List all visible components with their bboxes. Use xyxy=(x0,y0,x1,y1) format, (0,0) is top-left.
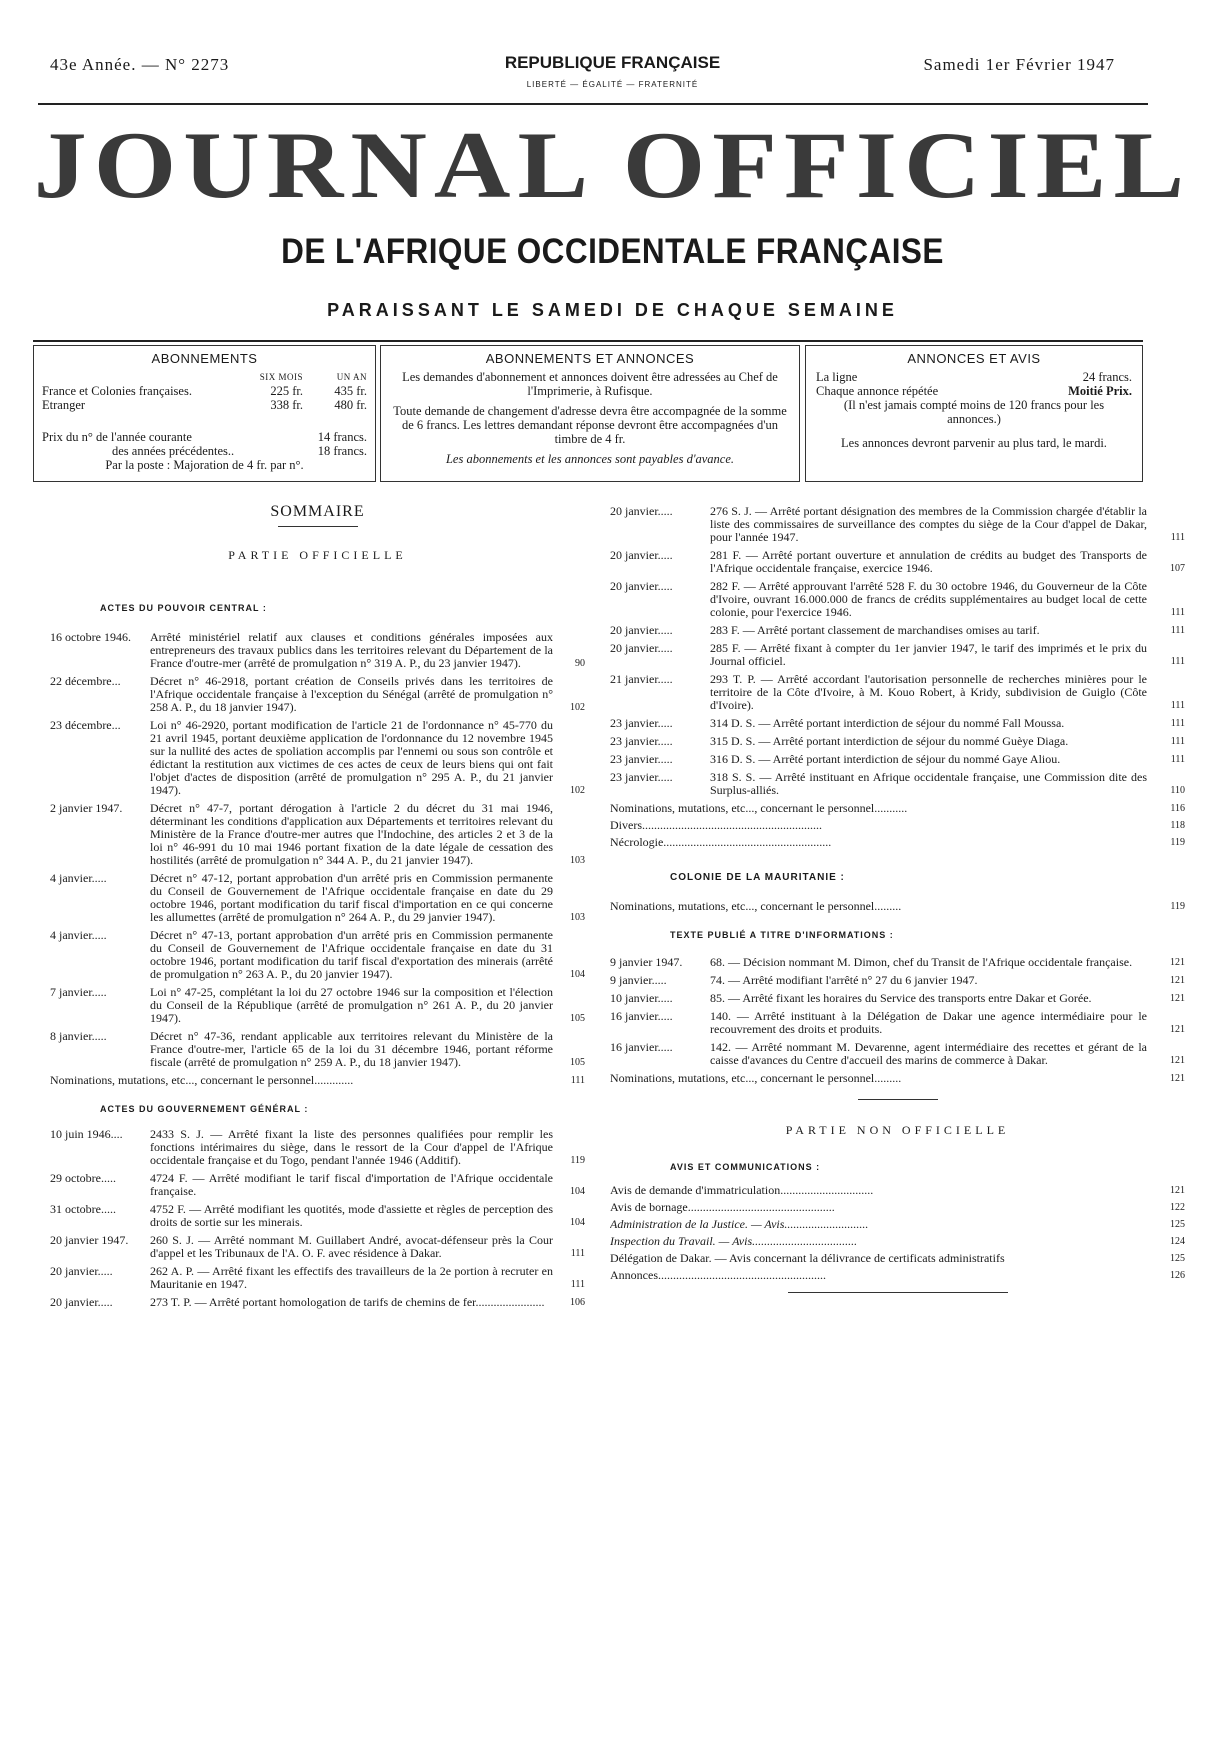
section-heading: AVIS ET COMMUNICATIONS : xyxy=(670,1162,821,1172)
entry-date: 23 janvier..... xyxy=(610,716,673,730)
tagline: PARAISSANT LE SAMEDI DE CHAQUE SEMAINE xyxy=(327,300,898,320)
entry-page: 119 xyxy=(1170,837,1185,848)
summary-entry xyxy=(50,1128,585,1167)
entry-page: 126 xyxy=(1170,1270,1185,1281)
summary-entry xyxy=(610,717,1185,730)
non-official-part-heading: PARTIE NON OFFICIELLE xyxy=(785,1123,1010,1137)
entry-page: 111 xyxy=(1170,736,1185,747)
entry-date: 20 janvier..... xyxy=(610,579,673,593)
entry-text: 283 F. — Arrêté portant classement de marchandises omises au tarif. xyxy=(710,623,1040,637)
subscriptions-column-headers xyxy=(34,370,375,384)
entry-page: 116 xyxy=(1170,803,1185,814)
entry-page: 122 xyxy=(1170,1202,1185,1213)
summary-entry xyxy=(610,819,1185,832)
entry-page: 102 xyxy=(570,702,585,713)
summary-entry xyxy=(50,802,585,867)
entry-page: 121 xyxy=(1170,957,1185,968)
entry-text: 293 T. P. — Arrêté accordant l'autorisation personnelle de recherches minières pour le territoire de la Côte d'Ivoire, à M. Kouo Robert, à Kridy, subdivision de Guiglo (Côte d'Ivoire). xyxy=(710,672,1147,712)
entry-page: 111 xyxy=(1170,656,1185,667)
entry-page: 111 xyxy=(1170,718,1185,729)
subscriptions-heading: ABONNEMENTS xyxy=(151,351,258,366)
summary-title: SOMMAIRE xyxy=(270,503,365,520)
summary-entry xyxy=(610,1201,1185,1214)
entry-date: 20 janvier..... xyxy=(610,548,673,562)
entry-page: 121 xyxy=(1170,993,1185,1004)
announcements-notices-box xyxy=(805,345,1143,482)
announcements-notices-heading: ANNONCES ET AVIS xyxy=(907,351,1041,366)
entry-text: Annonces........................................................ xyxy=(610,1269,826,1282)
issue-number: 43e Année. — N° 2273 xyxy=(50,55,230,74)
entry-page: 125 xyxy=(1170,1253,1185,1264)
summary-entry xyxy=(610,1269,1185,1282)
entry-page: 111 xyxy=(570,1279,585,1290)
entry-page: 110 xyxy=(1170,785,1185,796)
summary-entry xyxy=(610,549,1185,575)
entry-date: 2 janvier 1947. xyxy=(50,801,123,815)
entry-text: Loi n° 46-2920, portant modification de l'article 21 de l'ordonnance n° 45-770 du 21 avril 1945, portant deuxième application de l'ordonnance du 12 novembre 1945 sur la nullité des actes de spoliation accomplis par l'ennemi ou sous son contrôle et édictant la restitution aux victimes de ces actes de ceux de leurs biens qui ont fait l'objet d'actes de disposition (arrêté de promulgation n° 295 A. P., du 21 janvier 1947). xyxy=(150,718,553,797)
entry-page: 125 xyxy=(1170,1219,1185,1230)
entry-page: 102 xyxy=(570,785,585,796)
section-heading: ACTES DU GOUVERNEMENT GÉNÉRAL : xyxy=(100,1104,309,1114)
entry-page: 104 xyxy=(570,1217,585,1228)
summary-entry xyxy=(610,505,1185,544)
summary-entry xyxy=(610,836,1185,849)
entry-text: Décret n° 47-13, portant approbation d'un arrêté pris en Commission permanente du Conseil de Gouvernement de l'Afrique occidentale française en date du 31 octobre 1946, portant modification du tarif fiscal d'exportation des minerais (arrêté de promulgation n° 263 A. P., du 20 janvier 1947). xyxy=(150,928,553,981)
journal-subtitle: DE L'AFRIQUE OCCIDENTALE FRANÇAISE xyxy=(281,232,944,271)
entry-page: 90 xyxy=(575,658,585,669)
entry-text: Nominations, mutations, etc..., concernant le personnel........... xyxy=(610,802,908,815)
top-rule xyxy=(38,103,1148,105)
entry-text: 74. — Arrêté modifiant l'arrêté n° 27 du 6 janvier 1947. xyxy=(710,973,978,987)
summary-entry: Nominations, mutations, etc..., concernant le personnel......... 119 xyxy=(610,900,1185,913)
entry-page: 111 xyxy=(1170,625,1185,636)
entry-page: 111 xyxy=(1170,700,1185,711)
box-top-rule xyxy=(33,340,1143,342)
entry-date: 31 octobre..... xyxy=(50,1202,116,1216)
entry-date: 4 janvier..... xyxy=(50,928,107,942)
summary-entry xyxy=(610,1235,1185,1248)
summary-entry xyxy=(610,771,1185,797)
entry-text: 4724 F. — Arrêté modifiant le tarif fiscal d'importation de l'Afrique occidentale française. xyxy=(150,1171,553,1198)
box-paragraph: Les abonnements et les annonces sont payables d'avance. xyxy=(445,452,735,466)
entry-page: 119 xyxy=(570,1155,585,1166)
summary-entry xyxy=(610,673,1185,712)
summary-entry: Nominations, mutations, etc..., concernant le personnel......... 121 xyxy=(610,1072,1185,1085)
entry-text: Avis de demande d'immatriculation............................... xyxy=(610,1184,874,1197)
one-year-header: UN AN xyxy=(336,372,367,382)
entry-text: Décret n° 47-12, portant approbation d'un arrêté pris en Commission permanente du Conseil de Gouvernement de l'Afrique occidentale française en date du 29 octobre 1946, portant modification du tarif fiscal d'importation en ce qui concerne les allumettes (arrêté de promulgation n° 264 A. P., du 29 janvier 1947). xyxy=(150,871,553,924)
rate-row: La ligne 24 francs. xyxy=(816,370,1132,384)
entry-text: Inspection du Travail. — Avis................................... xyxy=(610,1235,858,1248)
summary-entry xyxy=(610,735,1185,748)
entry-date: 23 janvier..... xyxy=(610,752,673,766)
entry-text: 285 F. — Arrêté fixant à compter du 1er janvier 1947, le tarif des imprimés et le prix du Journal officiel. xyxy=(710,641,1147,668)
summary-entry xyxy=(610,753,1185,766)
summary-entry xyxy=(50,675,585,714)
entry-page: 121 xyxy=(1170,1024,1185,1035)
entry-text: 276 S. J. — Arrêté portant désignation des membres de la Commission chargée d'établir la liste des commissaires de surveillance des comptes du siège de la Cour d'appel de Dakar, pour l'année 1947. xyxy=(710,504,1147,544)
entry-text: Décret n° 47-36, rendant applicable aux territoires relevant du Ministère de la France d'outre-mer, l'article 65 de la loi du 31 décembre 1946, portant réforme fiscale (arrêté de promulgation n° 259 A. P., du 18 janvier 1947). xyxy=(150,1029,553,1069)
entry-date: 16 janvier..... xyxy=(610,1040,673,1054)
six-months-header: SIX MOIS xyxy=(259,372,303,382)
right-entries-list xyxy=(610,505,1185,797)
entry-page: 106 xyxy=(570,1297,585,1308)
summary-entry xyxy=(610,992,1185,1005)
central-power-list xyxy=(50,631,585,1069)
summary-entry xyxy=(50,929,585,981)
summary-entry xyxy=(50,1234,585,1260)
entry-date: 8 janvier..... xyxy=(50,1029,107,1043)
entry-page: 118 xyxy=(1170,820,1185,831)
entry-text: Délégation de Dakar. — Avis concernant la délivrance de certificats administratifs xyxy=(610,1252,1005,1265)
summary-entry xyxy=(610,1010,1185,1036)
section-heading: ACTES DU POUVOIR CENTRAL : xyxy=(100,603,267,613)
entry-date: 23 décembre... xyxy=(50,718,121,732)
subscriptions-announcements-box xyxy=(380,345,800,482)
entry-date: 10 janvier..... xyxy=(610,991,673,1005)
deadline-note: Les annonces devront parvenir au plus tard, le mardi. xyxy=(841,436,1107,450)
box-paragraph: Toute demande de changement d'adresse devra être accompagnée de la somme de 6 francs. Les lettres demandant réponse devront être accompagnées d'un timbre de 4 fr. xyxy=(393,404,787,446)
summary-entry xyxy=(50,1203,585,1229)
entry-date: 20 janvier..... xyxy=(50,1295,113,1309)
entry-text: 316 D. S. — Arrêté portant interdiction de séjour du nommé Gaye Aliou. xyxy=(710,752,1061,766)
entry-page: 111 xyxy=(1170,754,1185,765)
entry-date: 22 décembre... xyxy=(50,674,121,688)
entry-text: 314 D. S. — Arrêté portant interdiction de séjour du nommé Fall Moussa. xyxy=(710,716,1065,730)
summary-entry xyxy=(610,974,1185,987)
entry-page: 107 xyxy=(1170,563,1185,574)
section-heading: TEXTE PUBLIÉ A TITRE D'INFORMATIONS : xyxy=(670,930,894,940)
entry-date: 20 janvier..... xyxy=(610,641,673,655)
entry-date: 29 octobre..... xyxy=(50,1171,116,1185)
entry-page: 124 xyxy=(1170,1236,1185,1247)
entry-page: 111 xyxy=(570,1248,585,1259)
entry-date: 20 janvier..... xyxy=(50,1264,113,1278)
entry-text: 140. — Arrêté instituant à la Délégation de Dakar une agence intermédiaire pour le recouvrement des droits et produits. xyxy=(710,1009,1147,1036)
entry-text: Nécrologie........................................................ xyxy=(610,836,832,849)
summary-entry xyxy=(610,956,1185,969)
entry-text: Loi n° 47-25, complétant la loi du 27 octobre 1946 sur la composition et l'élection du Conseil de la République (arrêté de promulgation n° 261 A. P., du 20 janvier 1947). xyxy=(150,985,553,1025)
price-row: Prix du n° de l'année courante 14 francs. xyxy=(42,430,367,444)
subscription-row: France et Colonies françaises. 225 fr. 435 fr. xyxy=(42,384,367,398)
information-list xyxy=(610,956,1185,1067)
entry-text: 281 F. — Arrêté portant ouverture et annulation de crédits au budget des Transports de l'Afrique occidentale française, exercice 1946. xyxy=(710,548,1147,575)
entry-text: Décret n° 46-2918, portant création de Conseils privés dans les territoires de l'Afrique occidentale française à l'exception du Sénégal (arrêté de promulgation n° 258 A. P., du 18 janvier 1947). xyxy=(150,674,553,714)
entry-date: 10 juin 1946.... xyxy=(50,1127,123,1141)
entry-text: 273 T. P. — Arrêté portant homologation de tarifs de chemins de fer....................... xyxy=(150,1295,545,1309)
notices-list xyxy=(610,1184,1185,1282)
entry-text: Divers............................................................ xyxy=(610,819,822,832)
entry-text: 85. — Arrêté fixant les horaires du Service des transports entre Dakar et Gorée. xyxy=(710,991,1092,1005)
postal-surcharge: Par la poste : Majoration de 4 fr. par n°. xyxy=(105,458,304,472)
summary-entry xyxy=(50,986,585,1025)
entry-text: 262 A. P. — Arrêté fixant les effectifs des travailleurs de la 2e portion à recruter en Mauritanie en 1947. xyxy=(150,1264,553,1291)
summary-entry: Nominations, mutations, etc..., concernant le personnel............. 111 xyxy=(50,1074,585,1087)
entry-date: 20 janvier 1947. xyxy=(50,1233,129,1247)
entry-text: 315 D. S. — Arrêté portant interdiction de séjour du nommé Guèye Diaga. xyxy=(710,734,1069,748)
entry-text: 260 S. J. — Arrêté nommant M. Guillabert André, avocat-défenseur près la Cour d'appel et les Tribunaux de l'A. O. F. avec résidence à Dakar. xyxy=(150,1233,553,1260)
entry-date: 21 janvier..... xyxy=(610,672,673,686)
republic-heading: REPUBLIQUE FRANÇAISE xyxy=(504,53,721,72)
section-heading: COLONIE DE LA MAURITANIE : xyxy=(670,872,845,883)
journal-title: JOURNAL OFFICIEL xyxy=(33,112,1192,218)
summary-entry xyxy=(50,1265,585,1291)
entry-text: Administration de la Justice. — Avis............................ xyxy=(610,1218,869,1231)
entry-text: 318 S. S. — Arrêté instituant en Afrique occidentale française, une Commission dite des Surplus-alliés. xyxy=(710,770,1147,797)
entry-page: 104 xyxy=(570,1186,585,1197)
entry-date: 4 janvier..... xyxy=(50,871,107,885)
entry-date: 9 janvier 1947. xyxy=(610,955,683,969)
entry-date: 23 janvier..... xyxy=(610,770,673,784)
entry-page: 103 xyxy=(570,855,585,866)
official-part-heading: PARTIE OFFICIELLE xyxy=(228,548,407,562)
entry-text: 2433 S. J. — Arrêté fixant la liste des personnes qualifiées pour remplir les fonctions intérimaires du siège, dans le ressort de la Cour d'appel de l'Afrique occidentale française et du Togo, pendant l'année 1946 (Additif). xyxy=(150,1127,553,1167)
entry-date: 16 octobre 1946. xyxy=(50,630,131,644)
entry-text: 4752 F. — Arrêté modifiant les quotités, mode d'assiette et règles de perception des droits de sortie sur les minerais. xyxy=(150,1202,553,1229)
entry-page: 111 xyxy=(1170,532,1185,543)
entry-page: 105 xyxy=(570,1013,585,1024)
entry-page: 105 xyxy=(570,1057,585,1068)
summary-entry xyxy=(610,1252,1185,1265)
entry-text: 68. — Décision nommant M. Dimon, chef du Transit de l'Afrique occidentale française. xyxy=(710,955,1133,969)
subscriptions-box xyxy=(33,345,376,482)
summary-entry xyxy=(50,719,585,797)
price-row: des années précédentes.. 18 francs. xyxy=(112,444,367,458)
entry-page: 111 xyxy=(1170,607,1185,618)
summary-entry xyxy=(50,631,585,670)
entry-date: 23 janvier..... xyxy=(610,734,673,748)
summary-entry xyxy=(610,802,1185,815)
summary-left-column xyxy=(50,505,585,1314)
summary-entry xyxy=(610,580,1185,619)
entry-page: 121 xyxy=(1170,1185,1185,1196)
entry-page: 121 xyxy=(1170,1055,1185,1066)
summary-entry xyxy=(610,624,1185,637)
entry-text: Décret n° 47-7, portant dérogation à l'article 2 du décret du 31 mai 1946, déterminant les conditions d'application aux Départements et territoires relevant du Ministère de la France d'outre-mer autres que l'Indochine, des articles 2 et 3 de la loi n° 46-991 du 10 mai 1946 portant fixation de la date légale de cessation des hostilités (arrêté de promulgation n° 344 A. P., du 21 janvier 1947). xyxy=(150,801,553,867)
subscription-row: Etranger 338 fr. 480 fr. xyxy=(42,398,367,412)
entry-page: 103 xyxy=(570,912,585,923)
minimum-note: (Il n'est jamais compté moins de 120 francs pour les annonces.) xyxy=(843,398,1105,426)
entry-date: 20 janvier..... xyxy=(610,504,673,518)
summary-entry xyxy=(50,1030,585,1069)
entry-date: 16 janvier..... xyxy=(610,1009,673,1023)
entry-page: 121 xyxy=(1170,975,1185,986)
rate-row: Chaque annonce répétée Moitié Prix. xyxy=(816,384,1132,398)
summary-right-column xyxy=(610,505,1185,1301)
summary-entry xyxy=(50,1172,585,1198)
summary-entry xyxy=(610,642,1185,668)
general-government-list xyxy=(50,1128,585,1309)
summary-entry xyxy=(50,1296,585,1309)
entry-date: 7 janvier..... xyxy=(50,985,107,999)
entry-text: Avis de bornage................................................. xyxy=(610,1201,835,1214)
entry-text: 282 F. — Arrêté approuvant l'arrêté 528 F. du 30 octobre 1946, du Gouverneur de la Côte d'Ivoire, ouvrant 16.000.000 de francs de crédits supplémentaires au budget local de cette colonie, pour l'exercice 1946. xyxy=(710,579,1147,619)
right-simple-list xyxy=(610,802,1185,849)
issue-date: Samedi 1er Février 1947 xyxy=(923,55,1115,74)
subscriptions-announcements-heading: ABONNEMENTS ET ANNONCES xyxy=(485,351,695,366)
entry-date: 20 janvier..... xyxy=(610,623,673,637)
entry-page: 104 xyxy=(570,969,585,980)
box-paragraph: Les demandes d'abonnement et annonces doivent être adressées au Chef de l'Imprimerie, à Rufisque. xyxy=(402,370,778,398)
summary-entry xyxy=(610,1041,1185,1067)
entry-text: Arrêté ministériel relatif aux clauses et conditions générales imposées aux entrepreneurs des travaux publics dans les territoires relevant du Département de la France d'outre-mer (arrêté de promulgation n° 319 A. P., du 23 janvier 1947). xyxy=(150,630,553,670)
summary-entry xyxy=(50,872,585,924)
entry-date: 9 janvier..... xyxy=(610,973,667,987)
summary-entry xyxy=(610,1184,1185,1197)
entry-text: 142. — Arrêté nommant M. Devarenne, agent intermédiaire des recettes et gérant de la caisse d'avances du Centre d'accueil des marins de commerce à Dakar. xyxy=(710,1040,1147,1067)
motto: LIBERTÉ — ÉGALITÉ — FRATERNITÉ xyxy=(526,80,699,89)
summary-entry xyxy=(610,1218,1185,1231)
